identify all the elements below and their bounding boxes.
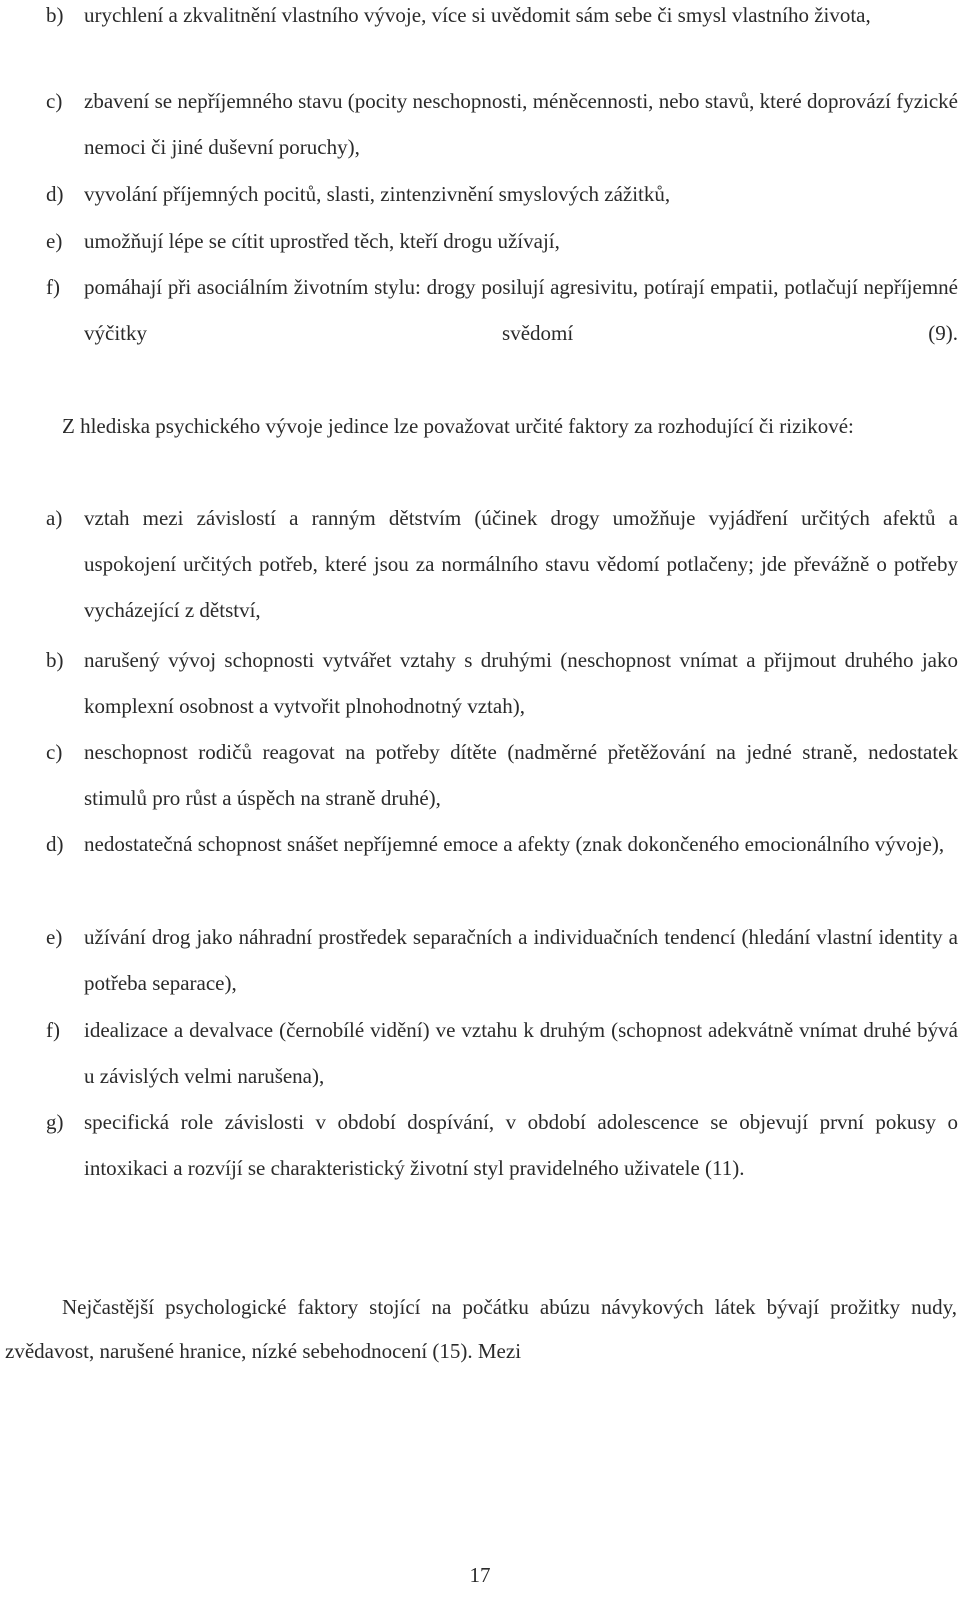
list-item <box>46 264 958 356</box>
list-item-text: vyvolání příjemných pocitů, slasti, zintenzivnění smyslových zážitků, <box>84 182 671 206</box>
list-item <box>46 1007 958 1099</box>
list-item <box>46 0 958 38</box>
list-item-text: idealizace a devalvace (černobílé vidění) ve vztahu k druhým (schopnost adekvátně vnímat druhé bývá u závislých velmi narušena), <box>84 1018 958 1088</box>
list-marker: c) <box>46 740 63 764</box>
list-marker: b) <box>46 648 64 672</box>
list-marker: g) <box>46 1110 64 1134</box>
list-item <box>46 637 958 729</box>
list-marker: a) <box>46 506 63 530</box>
list-item-text: specifická role závislosti v období dospívání, v období adolescence se objevují první pokusy o intoxikaci a rozvíjí se charakteristický životní styl pravidelného uživatele (11). <box>84 1110 958 1180</box>
list-item-text: narušený vývoj schopnosti vytvářet vztahy s druhými (neschopnost vnímat a přijmout druhého jako komplexní osobnost a vytvořit plnohodnotný vztah), <box>84 648 958 718</box>
list-item-text: urychlení a zkvalitnění vlastního vývoje, více si uvědomit sám sebe či smysl vlastního života, <box>84 3 871 27</box>
list-item-text: vztah mezi závislostí a ranným dětstvím (účinek drogy umožňuje vyjádření určitých afektů a uspokojení určitých potřeb, které jsou za normálního stavu vědomí potlačeny; jde převážně o potřeby vycházející z dětství, <box>84 506 958 622</box>
list-item <box>46 171 958 217</box>
page-number: 17 <box>469 1563 491 1587</box>
paragraph: Nejčastější psychologické faktory stojící na počátku abúzu návykových látek bývají prožitky nudy, zvědavost, narušené hranice, nízké sebehodnocení (15). Mezi <box>5 1295 957 1363</box>
list-marker: d) <box>46 832 64 856</box>
list-marker: f) <box>46 1018 60 1042</box>
list-marker: d) <box>46 182 64 206</box>
list-item-text: neschopnost rodičů reagovat na potřeby dítěte (nadměrné přetěžování na jedné straně, nedostatek stimulů pro růst a úspěch na straně druhé), <box>84 740 958 810</box>
list-item-text: nedostatečná schopnost snášet nepříjemné emoce a afekty (znak dokončeného emocionálního vývoje), <box>84 832 945 856</box>
list-marker: b) <box>46 3 64 27</box>
list-marker: e) <box>46 229 63 253</box>
list-item <box>46 729 958 821</box>
list-item-text: zbavení se nepříjemného stavu (pocity neschopnosti, méněcennosti, nebo stavů, které doprovází fyzické nemoci či jiné duševní poruchy), <box>84 89 958 159</box>
list-marker: e) <box>46 925 63 949</box>
list-item-text: umožňují lépe se cítit uprostřed těch, kteří drogu užívají, <box>84 229 560 253</box>
list-item <box>46 1099 958 1191</box>
list-marker: f) <box>46 275 60 299</box>
list-item-text: pomáhají při asociálním životním stylu: drogy posilují agresivitu, potírají empatii, potlačují nepříjemné výčitky svědomí (9). <box>84 275 958 345</box>
list-item <box>46 914 958 1006</box>
list-item <box>46 218 958 264</box>
list-item <box>46 495 958 633</box>
list-marker: c) <box>46 89 63 113</box>
list-item <box>46 821 958 867</box>
paragraph: Z hlediska psychického vývoje jedince lze považovat určité faktory za rozhodující či rizikové: <box>62 414 854 438</box>
list-item <box>46 78 958 170</box>
list-item-text: užívání drog jako náhradní prostředek separačních a individuačních tendencí (hledání vlastní identity a potřeba separace), <box>84 925 958 995</box>
